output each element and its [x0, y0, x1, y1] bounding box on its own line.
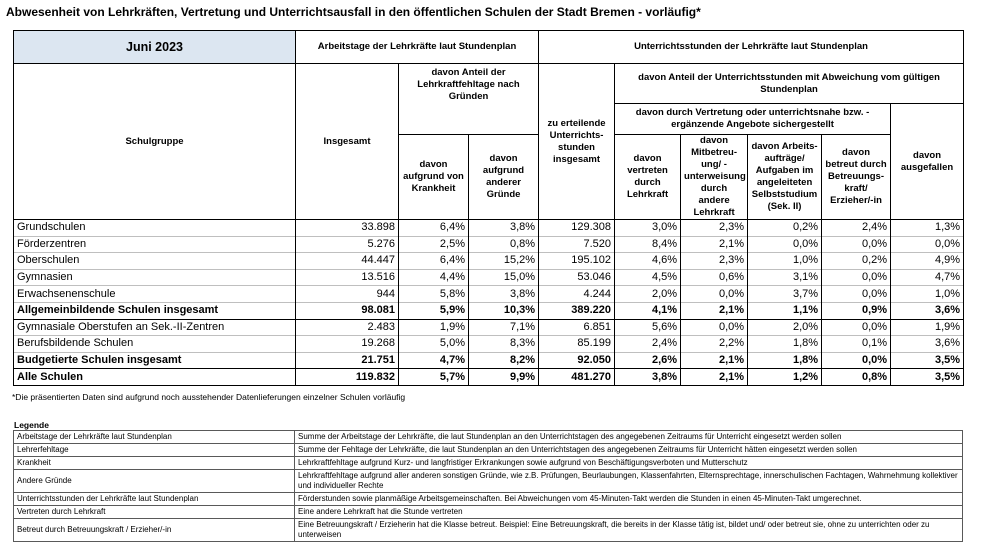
mitb-cell: 2,1% [681, 352, 748, 369]
insg-cell: 944 [296, 286, 399, 303]
andere-gruende-header: davon aufgrund anderer Gründe [469, 135, 539, 220]
legend-term: Andere Gründe [14, 470, 295, 493]
andere-cell: 15,0% [469, 269, 539, 286]
legend-term: Lehrerfehltage [14, 444, 295, 457]
stunden-cell: 6.851 [539, 319, 615, 336]
betr-cell: 2,4% [822, 220, 891, 237]
betr-cell: 0,2% [822, 253, 891, 270]
insg-cell: 19.268 [296, 336, 399, 353]
stunden-cell: 389.220 [539, 302, 615, 319]
krank-cell: 6,4% [399, 253, 469, 270]
ausgefallen-header: davon ausgefallen [891, 104, 964, 220]
statistics-table [13, 30, 964, 386]
mitb-cell: 2,1% [681, 302, 748, 319]
legend-definition: Eine andere Lehrkraft hat die Stunde vertreten [295, 506, 963, 519]
vertr-cell: 2,0% [615, 286, 681, 303]
legend-term: Vertreten durch Lehrkraft [14, 506, 295, 519]
legend-row [14, 431, 963, 444]
insg-cell: 98.081 [296, 302, 399, 319]
stunden-cell: 85.199 [539, 336, 615, 353]
schulgruppe-cell: Allgemeinbildende Schulen insgesamt [14, 302, 296, 319]
arbeit-cell: 1,2% [748, 369, 822, 386]
mitb-cell: 2,2% [681, 336, 748, 353]
mitb-cell: 2,1% [681, 236, 748, 253]
legend-term: Arbeitstage der Lehrkräfte laut Stundenplan [14, 431, 295, 444]
arbeit-cell: 1,8% [748, 336, 822, 353]
andere-cell: 10,3% [469, 302, 539, 319]
krank-cell: 5,0% [399, 336, 469, 353]
legend-definition: Lehrkraftfehltage aufgrund Kurz- und langfristiger Erkrankungen sowie aufgrund von Beschäftigungsverboten und Mutterschutz [295, 457, 963, 470]
mitb-cell: 2,3% [681, 220, 748, 237]
legend-definition: Förderstunden sowie planmäßige Arbeitsgemeinschaften. Bei Abweichungen vom 45-Minuten-Takt werden die Stunden in einen 45-Minuten-Takt umgerechnet. [295, 493, 963, 506]
schulgruppe-cell: Gymnasiale Oberstufen an Sek.-II-Zentren [14, 319, 296, 336]
vertr-cell: 3,8% [615, 369, 681, 386]
insg-cell: 119.832 [296, 369, 399, 386]
ausf-cell: 3,6% [891, 302, 964, 319]
vertr-cell: 2,6% [615, 352, 681, 369]
schulgruppe-cell: Budgetierte Schulen insgesamt [14, 352, 296, 369]
vertretung-group-header: davon durch Vertretung oder unterrichtsnahe bzw. -ergänzende Angebote sichergestellt [615, 104, 891, 135]
vertr-cell: 4,5% [615, 269, 681, 286]
abweichung-anteil-header: davon Anteil der Unterrichtsstunden mit Abweichung vom gültigen Stundenplan [615, 64, 964, 104]
vertreten-header: davon vertreten durch Lehrkraft [615, 135, 681, 220]
schulgruppe-cell: Oberschulen [14, 253, 296, 270]
betr-cell: 0,8% [822, 369, 891, 386]
krank-cell: 5,9% [399, 302, 469, 319]
table-row [14, 220, 964, 237]
legend-row [14, 519, 963, 542]
arbeit-cell: 0,2% [748, 220, 822, 237]
stunden-cell: 53.046 [539, 269, 615, 286]
ausf-cell: 3,6% [891, 336, 964, 353]
betr-cell: 0,1% [822, 336, 891, 353]
schulgruppe-cell: Gymnasien [14, 269, 296, 286]
ausf-cell: 3,5% [891, 369, 964, 386]
table-body [14, 220, 964, 386]
arbeit-cell: 2,0% [748, 319, 822, 336]
legend-term: Krankheit [14, 457, 295, 470]
stunden-cell: 7.520 [539, 236, 615, 253]
arbeit-cell: 1,0% [748, 253, 822, 270]
stunden-cell: 129.308 [539, 220, 615, 237]
ausf-cell: 0,0% [891, 236, 964, 253]
schulgruppe-header: Schulgruppe [14, 64, 296, 220]
krankheit-header: davon aufgrund von Krankheit [399, 135, 469, 220]
vertr-cell: 4,6% [615, 253, 681, 270]
footnote: *Die präsentierten Daten sind aufgrund noch ausstehender Datenlieferungen einzelner Schulen vorläufig [12, 392, 406, 402]
stunden-cell: 481.270 [539, 369, 615, 386]
legend-definition: Summe der Fehltage der Lehrkräfte, die laut Stundenplan an den Unterrichtstagen des angegebenen Zeitraums für Unterricht hätten eingesetzt werden sollen [295, 444, 963, 457]
legend-row [14, 444, 963, 457]
fehltage-anteil-header: davon Anteil der Lehrkraftfehltage nach Gründen [399, 64, 539, 135]
schulgruppe-cell: Grundschulen [14, 220, 296, 237]
legend-body [14, 431, 963, 542]
table-row [14, 319, 964, 336]
betr-cell: 0,0% [822, 352, 891, 369]
stunden-cell: 4.244 [539, 286, 615, 303]
stunden-cell: 92.050 [539, 352, 615, 369]
vertr-cell: 2,4% [615, 336, 681, 353]
insg-cell: 21.751 [296, 352, 399, 369]
andere-cell: 9,9% [469, 369, 539, 386]
vertr-cell: 3,0% [615, 220, 681, 237]
mitb-cell: 0,6% [681, 269, 748, 286]
betr-cell: 0,9% [822, 302, 891, 319]
krank-cell: 2,5% [399, 236, 469, 253]
table-row [14, 352, 964, 369]
krank-cell: 5,8% [399, 286, 469, 303]
unterricht-group-header: Unterrichtsstunden der Lehrkräfte laut Stundenplan [539, 31, 964, 64]
andere-cell: 8,2% [469, 352, 539, 369]
krank-cell: 4,7% [399, 352, 469, 369]
legend-row [14, 493, 963, 506]
page-title: Abwesenheit von Lehrkräften, Vertretung und Unterrichtsausfall in den öffentlichen Schulen der Stadt Bremen - vorläufig* [6, 5, 701, 19]
krank-cell: 1,9% [399, 319, 469, 336]
legend-row [14, 457, 963, 470]
krank-cell: 4,4% [399, 269, 469, 286]
andere-cell: 0,8% [469, 236, 539, 253]
vertr-cell: 8,4% [615, 236, 681, 253]
ausf-cell: 1,9% [891, 319, 964, 336]
zu-erteilende-header: zu erteilende Unterrichts-stunden insgesamt [539, 64, 615, 220]
legend-definition: Summe der Arbeitstage der Lehrkräfte, die laut Stundenplan an den Unterrichtstagen des angegebenen Zeitraums für Unterricht eingesetzt werden sollen [295, 431, 963, 444]
arbeitstage-group-header: Arbeitstage der Lehrkräfte laut Stundenplan [296, 31, 539, 64]
betr-cell: 0,0% [822, 269, 891, 286]
krank-cell: 5,7% [399, 369, 469, 386]
andere-cell: 8,3% [469, 336, 539, 353]
insg-cell: 44.447 [296, 253, 399, 270]
ausf-cell: 1,3% [891, 220, 964, 237]
vertr-cell: 4,1% [615, 302, 681, 319]
insgesamt-header: Insgesamt [296, 64, 399, 220]
schulgruppe-cell: Förderzentren [14, 236, 296, 253]
mitb-cell: 2,1% [681, 369, 748, 386]
insg-cell: 33.898 [296, 220, 399, 237]
andere-cell: 3,8% [469, 286, 539, 303]
arbeit-cell: 1,1% [748, 302, 822, 319]
andere-cell: 7,1% [469, 319, 539, 336]
table-row [14, 236, 964, 253]
ausf-cell: 4,9% [891, 253, 964, 270]
legend-term: Betreut durch Betreuungskraft / Erzieher/-in [14, 519, 295, 542]
legend-definition: Lehrkraftfehltage aufgrund aller anderen sonstigen Gründe, wie z.B. Prüfungen, Beurlaubungen, Klassenfahrten, Elternsprechtage, innerschulischen Fachtagen, Wahrnehmung kollektiver und individueller Rechte [295, 470, 963, 493]
arbeit-cell: 0,0% [748, 236, 822, 253]
table-row [14, 269, 964, 286]
table-row [14, 336, 964, 353]
legend-title: Legende [14, 420, 49, 430]
vertr-cell: 5,6% [615, 319, 681, 336]
betr-cell: 0,0% [822, 286, 891, 303]
legend-term: Unterrichtsstunden der Lehrkräfte laut Stundenplan [14, 493, 295, 506]
legend-row [14, 506, 963, 519]
ausf-cell: 4,7% [891, 269, 964, 286]
mitb-cell: 0,0% [681, 286, 748, 303]
schulgruppe-cell: Erwachsenenschule [14, 286, 296, 303]
andere-cell: 15,2% [469, 253, 539, 270]
legend-table [13, 430, 963, 542]
table-row [14, 369, 964, 386]
arbeit-cell: 3,1% [748, 269, 822, 286]
ausf-cell: 1,0% [891, 286, 964, 303]
table-row [14, 253, 964, 270]
legend-row [14, 470, 963, 493]
ausf-cell: 3,5% [891, 352, 964, 369]
arbeitsauftraege-header: davon Arbeits-aufträge/ Aufgaben im angeleiteten Selbststudium (Sek. II) [748, 135, 822, 220]
table-row [14, 302, 964, 319]
betr-cell: 0,0% [822, 319, 891, 336]
krank-cell: 6,4% [399, 220, 469, 237]
stunden-cell: 195.102 [539, 253, 615, 270]
schulgruppe-cell: Berufsbildende Schulen [14, 336, 296, 353]
arbeit-cell: 3,7% [748, 286, 822, 303]
arbeit-cell: 1,8% [748, 352, 822, 369]
insg-cell: 2.483 [296, 319, 399, 336]
month-header: Juni 2023 [14, 31, 296, 64]
legend-definition: Eine Betreuungskraft / Erzieherin hat die Klasse betreut. Beispiel: Eine Betreuungskraft, die bereits in der Klasse tätig ist, bildet und/ oder betreut sie, ohne zu unterrichten oder zu unterweisen [295, 519, 963, 542]
schulgruppe-cell: Alle Schulen [14, 369, 296, 386]
mitb-cell: 0,0% [681, 319, 748, 336]
table-row [14, 286, 964, 303]
insg-cell: 13.516 [296, 269, 399, 286]
betreut-header: davon betreut durch Betreuungs-kraft/ Erzieher/-in [822, 135, 891, 220]
mitb-cell: 2,3% [681, 253, 748, 270]
betr-cell: 0,0% [822, 236, 891, 253]
insg-cell: 5.276 [296, 236, 399, 253]
andere-cell: 3,8% [469, 220, 539, 237]
mitbetreuung-header: davon Mitbetreu-ung/ - unterweisung durch andere Lehrkraft [681, 135, 748, 220]
